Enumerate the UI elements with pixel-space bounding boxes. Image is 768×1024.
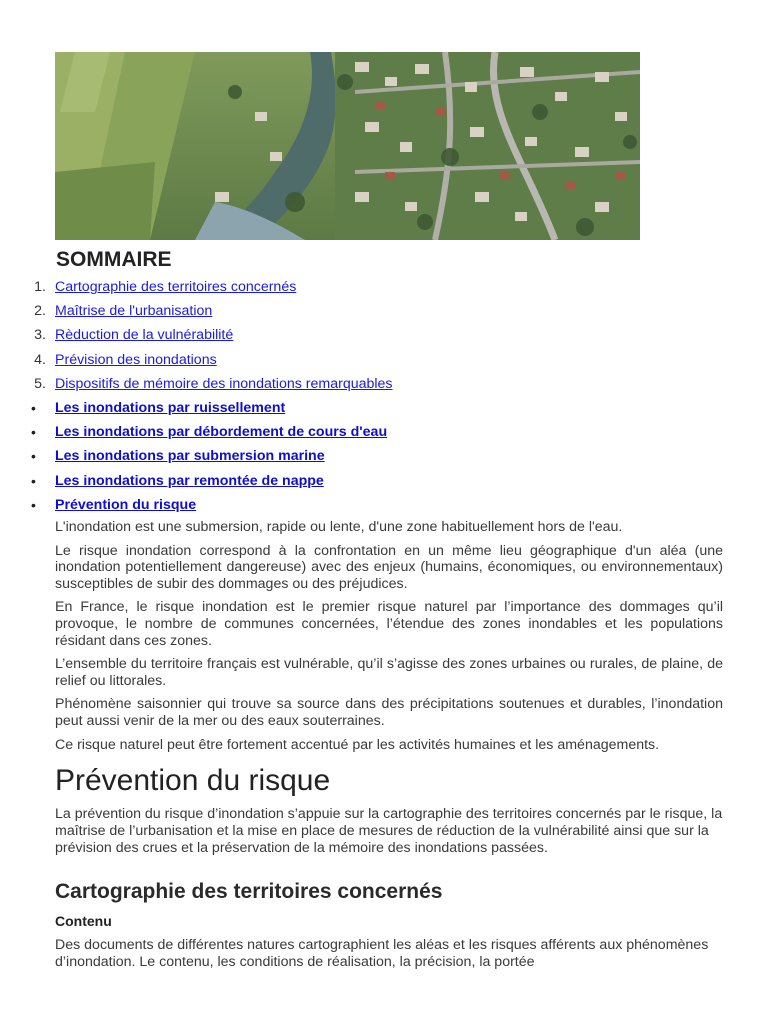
toc-link-submersion[interactable]: Les inondations par submersion marine: [55, 448, 325, 465]
toc-link-prevention[interactable]: Prévention du risque: [55, 496, 197, 513]
paragraph: L'inondation est une submersion, rapide ou lente, d'une zone habituellement hors de l'eau.: [55, 519, 623, 535]
toc-item: [0, 421, 768, 445]
toc-item: [0, 324, 768, 348]
toc-item: [0, 373, 768, 397]
bullet-icon: •: [31, 448, 36, 465]
toc-item: [0, 445, 768, 469]
paragraph: En France, le risque inondation est le premier risque naturel par l’importance des dommages qu’il provoque, le nombre de communes concernées, l’étendue des zones inondables et les populations résidant dans ces zones.: [55, 599, 723, 649]
subsection-text: Des documents de différentes natures cartographient les aléas et les risques afférents aux phénomènes d’inondation. Le contenu, les conditions de réalisation, la précision, la portée: [55, 937, 709, 970]
toc-item: [0, 494, 768, 518]
toc-number: 4.: [34, 351, 46, 368]
section-intro: La prévention du risque d’inondation s’appuie sur la cartographie des territoires concernés par le risque, la maîtrise de l’urbanisation et la mise en place de mesures de réduction de la vulnérabilité ainsi que sur la prévision des crues et la préservation de la mémoire des inondations passées.: [55, 806, 723, 856]
intro-paragraphs: [55, 519, 723, 760]
sommaire-heading: SOMMAIRE: [56, 248, 172, 271]
toc-link-debordement[interactable]: Les inondations par débordement de cours d'eau: [55, 424, 388, 441]
hero-image: [55, 52, 640, 240]
paragraph: L’ensemble du territoire français est vulnérable, qu’il s’agisse des zones urbaines ou rurales, de plaine, de relief ou littorales.: [55, 656, 723, 689]
toc-link-remontee-nappe[interactable]: Les inondations par remontée de nappe: [55, 472, 324, 489]
toc-item: [0, 300, 768, 324]
toc-number: 3.: [34, 327, 46, 344]
toc-number: 1.: [34, 279, 46, 295]
bullet-icon: •: [31, 472, 36, 489]
subsection-title: Cartographie des territoires concernés: [55, 880, 443, 903]
paragraph: Phénomène saisonnier qui trouve sa source dans des précipitations soutenues et durables, l’inondation peut aussi venir de la mer ou des eaux souterraines.: [55, 696, 723, 729]
toc-item: [0, 397, 768, 421]
bullet-icon: •: [31, 424, 36, 441]
toc-number: 2.: [34, 303, 46, 320]
table-of-contents: [0, 276, 768, 518]
section-title: Prévention du risque: [55, 764, 331, 797]
aerial-village-photo: [55, 52, 640, 240]
toc-link-ruissellement[interactable]: Les inondations par ruissellement: [55, 399, 286, 416]
toc-item: [0, 470, 768, 494]
toc-number: 5.: [34, 375, 46, 392]
toc-link-urbanisation[interactable]: Maîtrise de l'urbanisation: [55, 303, 213, 320]
subsection-subtitle: Contenu: [55, 913, 112, 929]
bullet-icon: •: [31, 496, 36, 513]
toc-link-prevision[interactable]: Prévision des inondations: [55, 351, 217, 368]
bullet-icon: •: [31, 399, 36, 416]
paragraph: Le risque inondation correspond à la confrontation en un même lieu géographique d'un aléa (une inondation potentiellement dangereuse) avec des enjeux (humains, économiques, ou environnementaux) susceptibles de subir des dommages ou des préjudices.: [55, 542, 723, 592]
toc-link-vulnerabilite[interactable]: Rèduction de la vulnérabilité: [55, 327, 234, 344]
toc-link-memoire[interactable]: Dispositifs de mémoire des inondations remarquables: [55, 375, 393, 392]
toc-item: [0, 276, 768, 300]
toc-link-cartographie[interactable]: Cartographie des territoires concernés: [55, 279, 297, 295]
paragraph: Ce risque naturel peut être fortement accentué par les activités humaines et les aménagements.: [55, 736, 660, 753]
toc-item: [0, 349, 768, 373]
